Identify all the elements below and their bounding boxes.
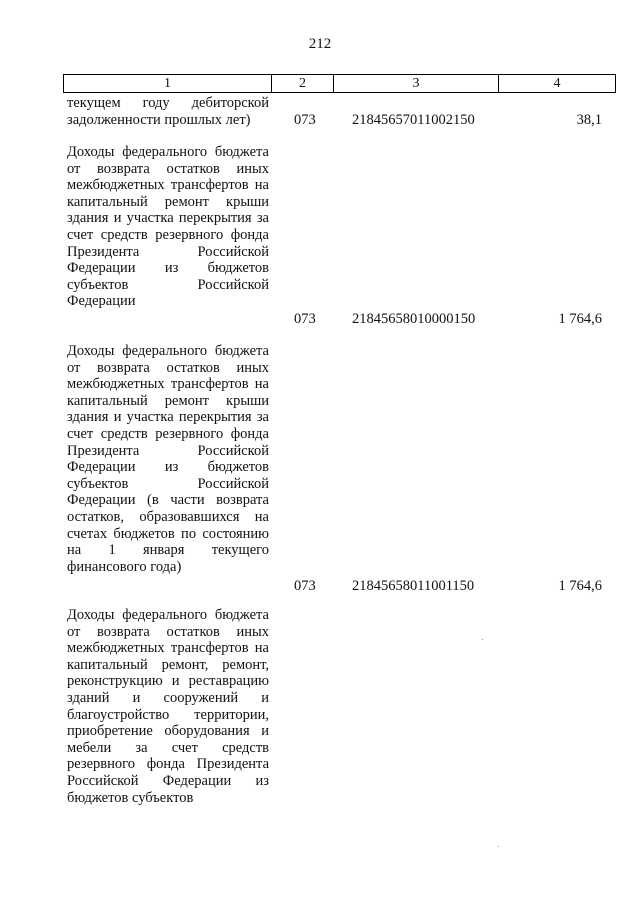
row-kbk: 21845658010000150 bbox=[352, 311, 476, 327]
scan-speck bbox=[498, 846, 499, 847]
row-description: Доходы федерального бюджета от возврата остатков иных межбюджетных трансфертов на капитальный ремонт крыши здания и участка перекрытия за счет средств резервного фонда Президента Российской Федерации из бюджетов субъектов Российской Федерации bbox=[67, 144, 269, 310]
page-number: 212 bbox=[308, 36, 332, 52]
row-amount: 1 764,6 bbox=[558, 311, 602, 327]
row-kbk: 21845657011002150 bbox=[352, 112, 475, 128]
column-header-table bbox=[63, 74, 616, 93]
row-description: Доходы федерального бюджета от возврата остатков иных межбюджетных трансфертов на капитальный ремонт, ремонт, реконструкцию и реставрацию зданий и сооружений и благоустройство территории, приобретение оборудования и мебели за счет средств резервного фонда Президента Российской Федерации из бюджетов субъектов bbox=[67, 607, 269, 806]
row-description: текущем году дебиторской задолженности прошлых лет) bbox=[67, 95, 269, 128]
row-code: 073 bbox=[294, 112, 316, 128]
row-amount: 38,1 bbox=[576, 112, 602, 128]
header-col-4: 4 bbox=[499, 75, 616, 93]
row-code: 073 bbox=[294, 311, 316, 327]
header-col-3: 3 bbox=[334, 75, 499, 93]
scan-speck bbox=[482, 639, 483, 640]
header-col-1: 1 bbox=[64, 75, 272, 93]
row-code: 073 bbox=[294, 578, 316, 594]
row-amount: 1 764,6 bbox=[558, 578, 602, 594]
row-kbk: 21845658011001150 bbox=[352, 578, 475, 594]
header-col-2: 2 bbox=[272, 75, 334, 93]
row-description: Доходы федерального бюджета от возврата остатков иных межбюджетных трансфертов на капитальный ремонт крыши здания и участка перекрытия за счет средств резервного фонда Президента Российской Федерации из бюджетов субъектов Российской Федерации (в части возврата остатков, образовавшихся на счетах бюджетов по состоянию на 1 января текущего финансового года) bbox=[67, 343, 269, 575]
